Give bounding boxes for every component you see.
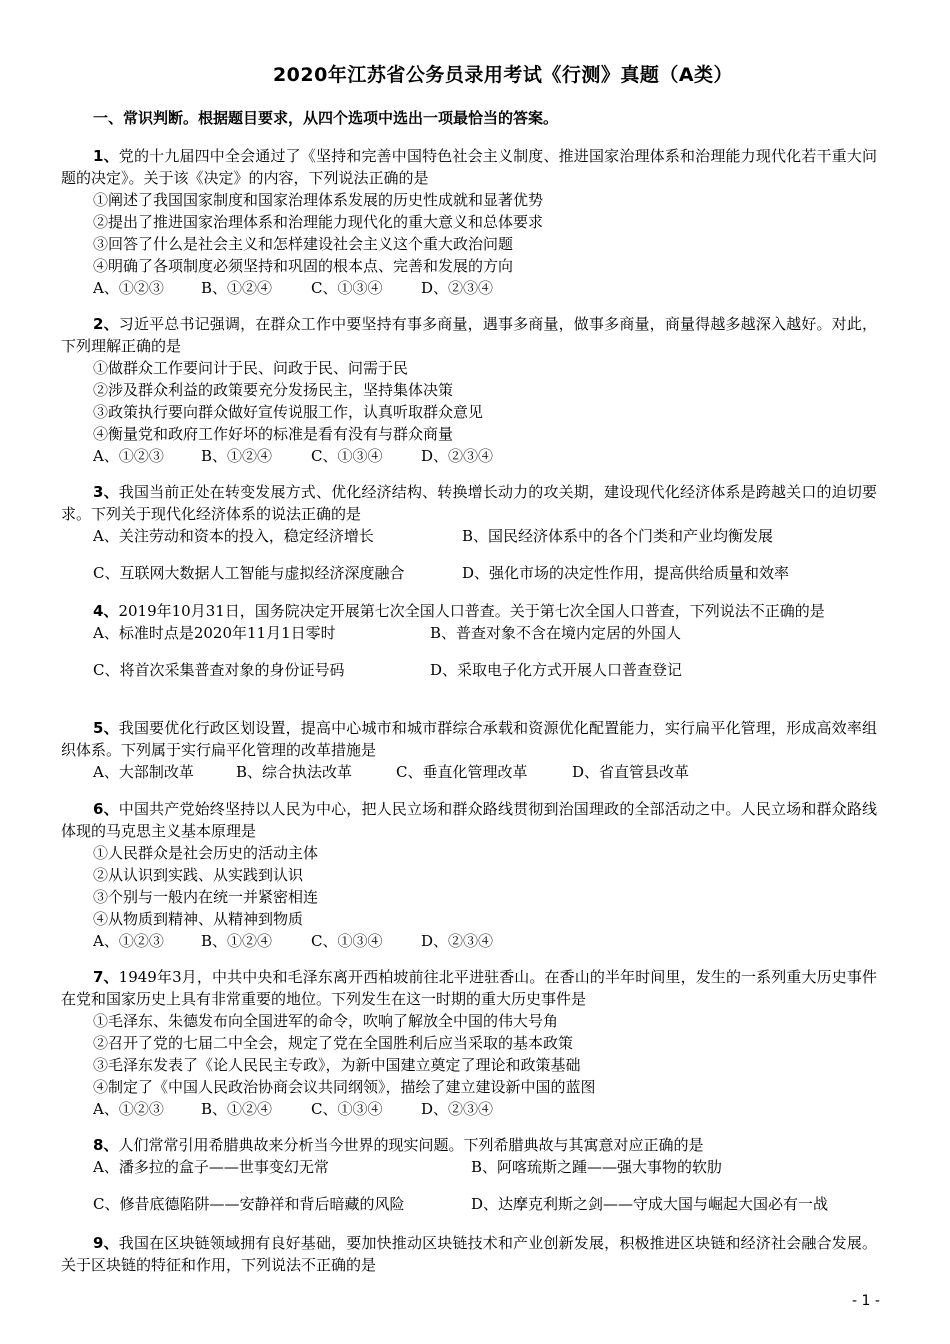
statement-item: ④明确了各项制度必须坚持和巩固的根本点、完善和发展的方向 [93,257,514,275]
option-d: D、②③④ [421,932,494,950]
question-number: 8、 [93,1136,119,1154]
question-text: 党的十九届四中全会通过了《坚持和完善中国特色社会主义制度、推进国家治理体系和治理能力现代化若干重大问题的决定》。关于该《决定》的内容，下列说法正确的是 [61,147,877,187]
option-c: C、①③④ [311,1100,383,1118]
question-6 [61,798,877,952]
question-4 [61,600,877,681]
question-stem [61,1134,877,1156]
statement-item: ③个别与一般内在统一并紧密相连 [93,888,319,906]
question-number: 7、 [93,968,119,986]
statement-item: ①毛泽东、朱德发布向全国进军的命令，吹响了解放全中国的伟大号角 [93,1012,559,1030]
question-1 [61,145,877,299]
option-c: C、互联网大数据人工智能与虚拟经济深度融合 [93,564,405,582]
option-a: A、标准时点是2020年11月1日零时 [93,624,336,642]
section-heading: 一、常识判断。根据题目要求，从四个选项中选出一项最恰当的答案。 [93,109,559,127]
option-b: B、阿喀琉斯之踵——强大事物的软肋 [471,1158,723,1176]
option-b: B、国民经济体系中的各个门类和产业均衡发展 [462,527,774,545]
page-title: 2020年江苏省公务员录用考试《行测》真题（A类） [272,64,734,86]
question-stem [61,966,877,1010]
question-stem [61,798,877,842]
option-b: B、综合执法改革 [236,763,353,781]
option-a: A、①②③ [93,1100,164,1118]
option-a: A、①②③ [93,447,164,465]
option-b: B、普查对象不含在境内定居的外国人 [430,624,682,642]
question-text: 我国在区块链领域拥有良好基础，要加快推动区块链技术和产业创新发展，积极推进区块链和经济社会融合发展。关于区块链的特征和作用，下列说法不正确的是 [61,1234,877,1274]
question-text: 习近平总书记强调，在群众工作中要坚持有事多商量，遇事多商量，做事多商量，商量得越多越深入越好。对此，下列理解正确的是 [61,315,877,355]
answer-options [61,930,877,952]
question-number: 6、 [93,800,119,818]
question-5 [61,717,877,783]
question-8 [61,1134,877,1215]
option-d: D、达摩克利斯之剑——守成大国与崛起大国必有一战 [471,1195,829,1213]
question-stem [61,717,877,761]
question-text: 2019年10月31日，国务院决定开展第七次全国人口普查。关于第七次全国人口普查，下列说法不正确的是 [118,602,825,620]
question-stem [61,481,877,525]
option-row [61,525,877,547]
option-row [61,659,877,681]
statement-item: ②涉及群众利益的政策要充分发扬民主，坚持集体决策 [93,381,454,399]
option-d: D、②③④ [421,1100,494,1118]
option-c: C、①③④ [311,279,383,297]
statement-item: ②提出了推进国家治理体系和治理能力现代化的重大意义和总体要求 [93,213,544,231]
question-9 [61,1232,877,1276]
option-d: D、②③④ [421,447,494,465]
question-text: 中国共产党始终坚持以人民为中心，把人民立场和群众路线贯彻到治国理政的全部活动之中。人民立场和群众路线体现的马克思主义基本原理是 [61,800,877,840]
statement-item: ①做群众工作要问计于民、问政于民、问需于民 [93,359,409,377]
question-stem [61,1232,877,1276]
option-b: B、①②④ [201,279,273,297]
option-a: A、大部制改革 [93,763,194,781]
option-d: D、采取电子化方式开展人口普查登记 [430,661,683,679]
option-a: A、关注劳动和资本的投入，稳定经济增长 [93,527,374,545]
answer-options [61,1098,877,1120]
option-a: A、潘多拉的盒子——世事变幻无常 [93,1158,329,1176]
option-d: D、②③④ [421,279,494,297]
option-c: C、垂直化管理改革 [396,763,528,781]
question-text: 我国要优化行政区划设置，提高中心城市和城市群综合承载和资源优化配置能力，实行扁平化管理，形成高效率组织体系。下列属于实行扁平化管理的改革措施是 [61,719,877,759]
question-stem [61,600,877,622]
statement-item: ②从认识到实践、从实践到认识 [93,866,304,884]
question-number: 4、 [93,602,119,620]
statement-item: ②召开了党的七届二中全会，规定了党在全国胜利后应当采取的基本政策 [93,1034,574,1052]
question-number: 3、 [93,483,119,501]
question-7 [61,966,877,1120]
statement-item: ④制定了《中国人民政治协商会议共同纲领》，描绘了建立建设新中国的蓝图 [93,1078,596,1096]
question-text: 人们常常引用希腊典故来分析当今世界的现实问题。下列希腊典故与其寓意对应正确的是 [118,1136,704,1154]
option-row [61,761,877,783]
option-c: C、将首次采集普查对象的身份证号码 [93,661,345,679]
option-a: A、①②③ [93,932,164,950]
option-b: B、①②④ [201,932,273,950]
option-b: B、①②④ [201,447,273,465]
question-stem [61,313,877,357]
option-row [61,622,877,644]
statement-item: ③政策执行要向群众做好宣传说服工作，认真听取群众意见 [93,403,484,421]
option-c: C、①③④ [311,447,383,465]
option-row [61,1193,877,1215]
statement-item: ③毛泽东发表了《论人民民主专政》，为新中国建立奠定了理论和政策基础 [93,1056,581,1074]
statement-item: ④从物质到精神、从精神到物质 [93,910,304,928]
question-text: 1949年3月，中共中央和毛泽东离开西柏坡前往北平进驻香山。在香山的半年时间里，发生的一系列重大历史事件在党和国家历史上具有非常重要的地位。下列发生在这一时期的重大历史事件是 [61,968,877,1008]
answer-options [61,277,877,299]
statement-item: ①人民群众是社会历史的活动主体 [93,844,319,862]
statement-item: ③回答了什么是社会主义和怎样建设社会主义这个重大政治问题 [93,235,514,253]
question-number: 5、 [93,719,119,737]
question-number: 2、 [93,315,119,333]
page-number: - 1 - [852,1293,880,1309]
option-d: D、强化市场的决定性作用，提高供给质量和效率 [462,564,790,582]
option-row [61,1156,877,1178]
option-d: D、省直管县改革 [572,763,690,781]
question-stem [61,145,877,189]
option-a: A、①②③ [93,279,164,297]
option-c: C、①③④ [311,932,383,950]
option-row [61,562,877,584]
question-number: 1、 [93,147,119,165]
answer-options [61,445,877,467]
option-b: B、①②④ [201,1100,273,1118]
question-3 [61,481,877,584]
statement-item: ①阐述了我国国家制度和国家治理体系发展的历史性成就和显著优势 [93,191,544,209]
question-text: 我国当前正处在转变发展方式、优化经济结构、转换增长动力的攻关期，建设现代化经济体系是跨越关口的迫切要求。下列关于现代化经济体系的说法正确的是 [61,483,877,523]
option-c: C、修昔底德陷阱——安静祥和背后暗藏的风险 [93,1195,405,1213]
question-number: 9、 [93,1234,119,1252]
question-2 [61,313,877,467]
statement-item: ④衡量党和政府工作好坏的标准是看有没有与群众商量 [93,425,454,443]
